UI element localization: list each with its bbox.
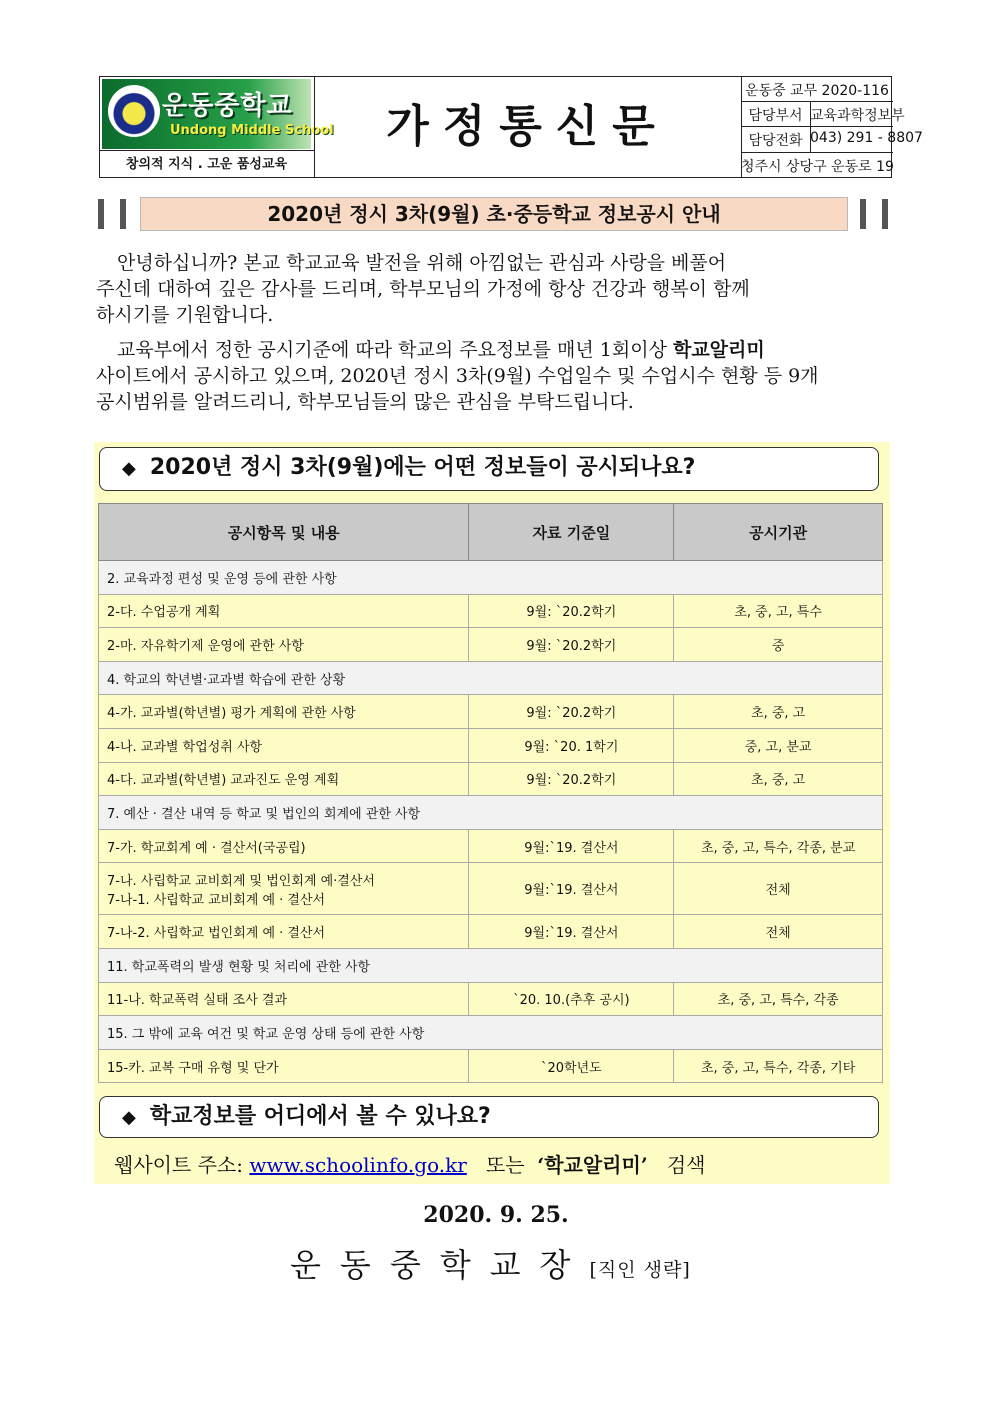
- table-group-row: 4. 학교의 학년별·교과별 학습에 관한 상황: [99, 661, 883, 695]
- seal-omitted-note: [직인 생략]: [589, 1259, 691, 1281]
- table-row: 2-다. 수업공개 계획 9월: `20.2학기 초, 중, 고, 특수: [99, 594, 883, 628]
- search-keyword: ‘학교알리미’: [537, 1153, 648, 1177]
- diamond-bullet-icon: ◆: [122, 458, 136, 479]
- document-number: 운동중 교무 2020-116: [745, 83, 889, 99]
- notice-line-1: 교육부에서 정한 공시기준에 따라 학교의 주요정보를 매년 1회이상 학교알리미: [117, 339, 765, 361]
- logo-english-name: Undong Middle School: [170, 123, 334, 138]
- table-row: 15-카. 교복 구매 유형 및 단가 `20학년도 초, 중, 고, 특수, 각종, 기타: [99, 1049, 883, 1083]
- section-heading-where: ◆ 학교정보를 어디에서 볼 수 있나요?: [99, 1096, 879, 1138]
- issue-date: 2020. 9. 25.: [423, 1202, 569, 1228]
- table-row: 4-다. 교과별(학년별) 교과진도 운영 계획 9월: `20.2학기 초, 중, 고: [99, 762, 883, 796]
- table-row: 4-나. 교과별 학업성취 사항 9월: `20. 1학기 중, 고, 분교: [99, 728, 883, 762]
- table-group-row: 7. 예산 · 결산 내역 등 학교 및 법인의 회계에 관한 사항: [99, 796, 883, 830]
- school-emblem-icon: [108, 85, 160, 137]
- table-header-row: [99, 504, 883, 561]
- dept-value: 교육과학정보부: [810, 108, 905, 124]
- table-row: 7-가. 학교회계 예 · 결산서(국공립) 9월:`19. 결산서 초, 중, 고, 특수, 각종, 분교: [99, 829, 883, 863]
- school-motto: 창의적 지식 . 고운 품성교육: [125, 157, 288, 172]
- diamond-bullet-icon: ◆: [122, 1107, 136, 1128]
- info-panel: [94, 442, 890, 1184]
- website-line: 웹사이트 주소: www.schoolinfo.go.kr 또는 ‘학교알리미’ 검색: [114, 1153, 706, 1177]
- banner-bar-right-1: [860, 199, 866, 229]
- column-header-item: 공시항목 및 내용: [99, 504, 469, 561]
- column-header-agency: 공시기관: [674, 504, 883, 561]
- dept-label: 담당부서: [748, 108, 803, 124]
- notice-banner: 2020년 정시 3차(9월) 초·중등학교 정보공시 안내: [140, 197, 848, 231]
- table-row: 4-가. 교과별(학년별) 평가 계획에 관한 사항 9월: `20.2학기 초, 중, 고: [99, 695, 883, 729]
- greeting-line-2: 주신데 대하여 깊은 감사를 드리며, 학부모님의 가정에 항상 건강과 행복이 함께: [96, 278, 750, 300]
- section-heading-what: ◆ 2020년 정시 3차(9월)에는 어떤 정보들이 공시되나요?: [99, 447, 879, 491]
- phone-value: 043) 291 - 8807: [810, 130, 923, 146]
- school-logo: [102, 79, 334, 149]
- table-row: 2-마. 자유학기제 운영에 관한 사항 9월: `20.2학기 중: [99, 628, 883, 662]
- table-group-row: 2. 교육과정 편성 및 운영 등에 관한 사항: [99, 561, 883, 595]
- website-link[interactable]: www.schoolinfo.go.kr: [249, 1153, 467, 1177]
- letter-header: [99, 76, 923, 178]
- table-group-row: 15. 그 밖에 교육 여건 및 학교 운영 상태 등에 관한 사항: [99, 1016, 883, 1050]
- table-row: 7-나. 사립학교 교비회계 및 법인회계 예·결산서 7-나-1. 사립학교 교비회계 예 · 결산서 9월:`19. 결산서 전체: [99, 863, 883, 915]
- school-alimi-emphasis: 학교알리미: [672, 339, 765, 361]
- table-row: 7-나-2. 사립학교 법인회계 예 · 결산서 9월:`19. 결산서 전체: [99, 915, 883, 949]
- notice-line-2: 사이트에서 공시하고 있으며, 2020년 정시 3차(9월) 수업일수 및 수업시수 현황 등 9개: [96, 365, 819, 387]
- banner-bar-left-2: [120, 199, 126, 229]
- logo-school-name: 운동중학교: [162, 91, 293, 121]
- principal-signature: 운동중학교장[직인 생략]: [290, 1246, 691, 1284]
- banner-bar-left-1: [98, 199, 104, 229]
- phone-label: 담당전화: [748, 133, 803, 149]
- document-title: 가정통신문: [386, 101, 669, 152]
- table-row: 11-나. 학교폭력 실태 조사 결과 `20. 10.(추후 공시) 초, 중, 고, 특수, 각종: [99, 982, 883, 1016]
- school-address: 청주시 상당구 운동로 19: [741, 159, 894, 175]
- banner-bar-right-2: [882, 199, 888, 229]
- greeting-line-1: 안녕하십니까? 본교 학교교육 발전을 위해 아낌없는 관심과 사랑을 베풀어: [117, 252, 727, 274]
- disclosure-table: [98, 503, 883, 1083]
- column-header-date: 자료 기준일: [469, 504, 674, 561]
- notice-line-3: 공시범위를 알려드리니, 학부모님들의 많은 관심을 부탁드립니다.: [96, 391, 634, 413]
- table-group-row: 11. 학교폭력의 발생 현황 및 처리에 관한 사항: [99, 948, 883, 982]
- greeting-line-3: 하시기를 기원합니다.: [96, 304, 274, 326]
